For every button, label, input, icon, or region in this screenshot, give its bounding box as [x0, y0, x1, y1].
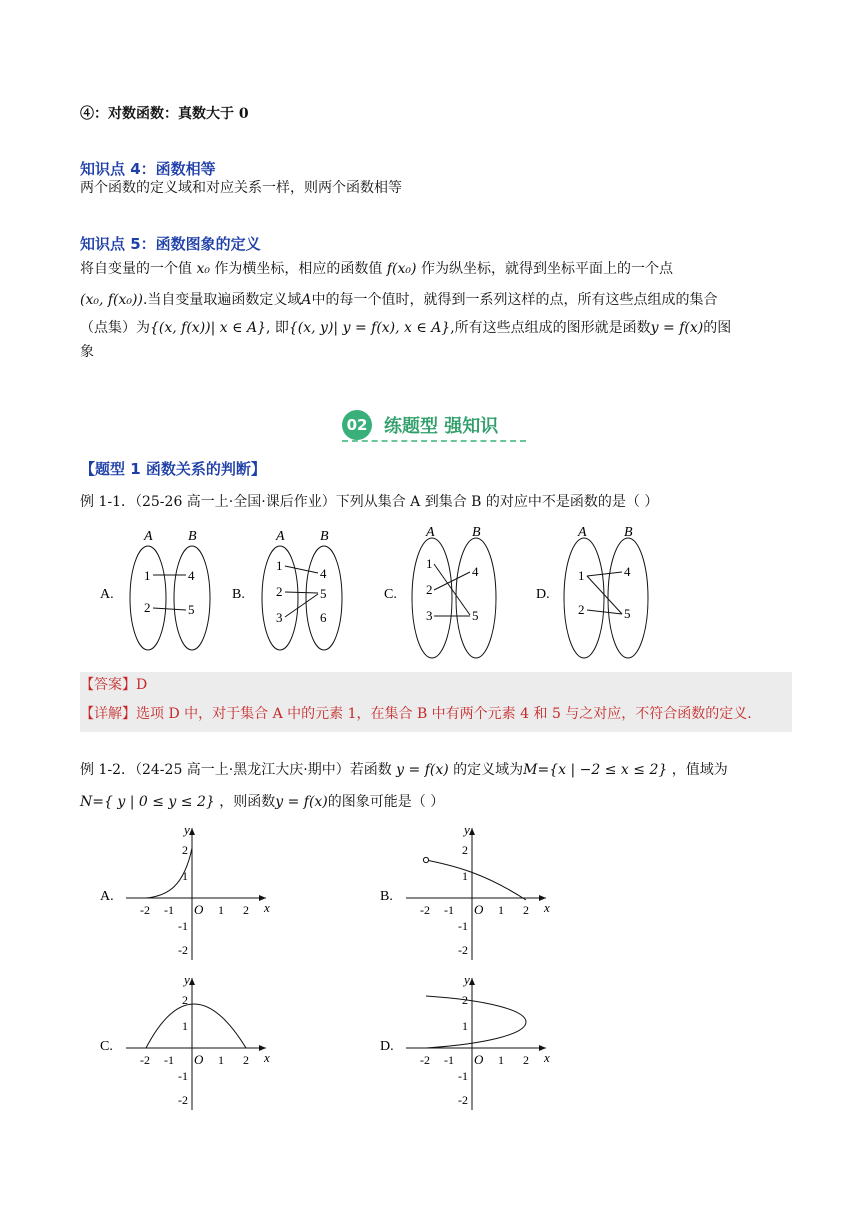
question-text: 的图象可能是（ ）: [327, 794, 445, 810]
kp5-line-2: [80, 290, 718, 310]
item-log-function: ④：对数函数：真数大于 0: [80, 106, 249, 122]
kp5-set-1: {(x, f(x))| x ∈ A}: [150, 320, 266, 336]
knowledge-point-4-body: 两个函数的定义域和对应关系一样，则两个函数相等: [80, 180, 402, 196]
x-axis-label: x: [264, 1050, 270, 1065]
y-tick: 1: [182, 1019, 188, 1033]
kp5-text: 将自变量的一个值: [80, 261, 192, 277]
kp5-fx0: f(x₀): [386, 261, 417, 277]
x-tick: -1: [164, 1053, 174, 1067]
kp5-set-a: A: [301, 292, 312, 308]
detail-text: 选项 D 中，对于集合 A 中的元素 1，在集合 B 中有两个元素 4 和 5 与之对应，不符合函数的定义.: [136, 706, 752, 722]
graph-option-label: B.: [380, 889, 393, 904]
detail-line: [80, 704, 752, 724]
answer-value: D: [136, 677, 148, 693]
option-d-diagram: [536, 525, 648, 658]
arrow-line: [285, 594, 318, 617]
element: 3: [276, 610, 283, 625]
kp5-set-2: {(x, y)| y = f(x), x ∈ A}: [288, 320, 451, 336]
y-tick: 2: [462, 993, 468, 1007]
x-tick: -1: [444, 1053, 454, 1067]
element: 2: [426, 582, 433, 597]
element: 4: [320, 566, 327, 581]
y-axis-label: y: [184, 972, 190, 987]
mapping-options: [96, 520, 796, 670]
option-c-diagram: [384, 525, 496, 658]
element: 5: [188, 602, 195, 617]
element: 4: [188, 568, 195, 583]
element: 1: [144, 568, 151, 583]
set-a-label: A: [144, 529, 153, 544]
graph-option-label: D.: [380, 1039, 394, 1054]
graph-options: [96, 820, 576, 1110]
option-b-label: B.: [232, 587, 245, 602]
kp5-text: 作为横坐标，相应的函数值: [214, 261, 383, 277]
arrow-line: [285, 566, 318, 573]
arrow-line: [587, 610, 622, 614]
section-underline: [342, 440, 526, 442]
graph-curve: [426, 860, 526, 900]
detail-label: 【详解】: [80, 706, 136, 722]
y-tick: -1: [178, 919, 188, 933]
set-b-label: B: [188, 529, 197, 544]
origin-label: O: [194, 902, 204, 917]
graph-curve: [146, 1004, 246, 1048]
element: 2: [276, 584, 283, 599]
element: 5: [624, 606, 631, 621]
answer-label: 【答案】: [80, 677, 136, 693]
example-1-2-question-line-1: [80, 760, 728, 780]
graph-option-b: [380, 822, 550, 960]
set-b-label: B: [472, 525, 481, 540]
element: 2: [578, 602, 585, 617]
graph-option-label: C.: [100, 1039, 113, 1054]
option-c-label: C.: [384, 587, 397, 602]
type-1-title: 【题型 1 函数关系的判断】: [80, 460, 266, 478]
x-tick: 2: [243, 1053, 249, 1067]
answer-line: [80, 675, 147, 695]
set-a-label: A: [578, 525, 587, 540]
element: 2: [144, 600, 151, 615]
y-tick: -2: [178, 943, 188, 957]
x-tick: -2: [420, 903, 430, 917]
element: 6: [320, 610, 327, 625]
x-axis-label: x: [544, 900, 550, 915]
origin-label: O: [474, 902, 484, 917]
y-tick: 2: [462, 843, 468, 857]
x-tick: 1: [498, 903, 504, 917]
element: 5: [472, 608, 479, 623]
x-tick: -2: [420, 1053, 430, 1067]
y-tick: -1: [458, 919, 468, 933]
element: 4: [472, 564, 479, 579]
kp5-line-3: [80, 318, 731, 338]
y-tick: 1: [182, 869, 188, 883]
set-a-ellipse: [130, 546, 166, 650]
kp5-text: 作为纵坐标，就得到坐标平面上的一个点: [420, 261, 673, 277]
answer-box: [80, 672, 792, 732]
arrow-line: [285, 592, 318, 593]
kp5-text: .当自变量取遍函数定义域: [142, 292, 302, 308]
x-axis-label: x: [264, 900, 270, 915]
y-tick: 1: [462, 869, 468, 883]
option-a-diagram: [100, 529, 210, 650]
x-tick: -1: [444, 903, 454, 917]
element: 3: [426, 608, 433, 623]
y-tick: -1: [178, 1069, 188, 1083]
set-a-label: A: [426, 525, 435, 540]
element: 5: [320, 586, 327, 601]
y-axis-label: y: [464, 972, 470, 987]
set-b-label: B: [320, 529, 329, 544]
x-tick: -2: [140, 903, 150, 917]
y-axis-label: y: [464, 822, 470, 837]
arrow-line: [153, 608, 186, 610]
kp5-func: y = f(x): [650, 320, 704, 336]
kp5-text: ,所有这些点组成的图形就是函数: [450, 320, 651, 336]
x-axis-label: x: [544, 1050, 550, 1065]
origin-label: O: [194, 1052, 204, 1067]
element: 1: [426, 556, 433, 571]
question-text: ，则函数: [219, 794, 276, 810]
element: 1: [578, 568, 585, 583]
y-axis-label: y: [184, 822, 190, 837]
kp5-point: (x₀, f(x₀)): [80, 292, 143, 308]
example-1-2-question-line-2: [80, 792, 444, 812]
origin-label: O: [474, 1052, 484, 1067]
open-point: [423, 857, 428, 862]
x-tick: 2: [523, 903, 529, 917]
x-tick: 1: [218, 903, 224, 917]
kp5-text: 的图: [703, 320, 732, 336]
y-tick: -2: [458, 1093, 468, 1107]
element: 4: [624, 564, 631, 579]
y-tick: -2: [178, 1093, 188, 1107]
kp5-line-4: 象: [80, 344, 94, 360]
set-b-ellipse: [456, 538, 496, 658]
y-tick: 1: [462, 1019, 468, 1033]
x-tick: -2: [140, 1053, 150, 1067]
graph-curve: [426, 996, 526, 1048]
y-tick: -1: [458, 1069, 468, 1083]
set-b-ellipse: [608, 538, 648, 658]
set-b-label: B: [624, 525, 633, 540]
question-text: 的定义域为: [453, 762, 524, 778]
x-tick: 1: [218, 1053, 224, 1067]
question-text: ，值域为: [671, 762, 728, 778]
x-tick: 2: [243, 903, 249, 917]
kp5-line-1: [80, 259, 673, 279]
graph-option-c: [100, 972, 270, 1110]
question-func: y = f(x): [275, 794, 328, 810]
x-tick: 2: [523, 1053, 529, 1067]
graph-option-label: A.: [100, 889, 114, 904]
kp5-x0: x₀: [196, 261, 210, 277]
arrow-line: [587, 572, 622, 576]
kp5-text: , 即: [265, 320, 289, 336]
y-tick: 2: [182, 993, 188, 1007]
arrow-line: [587, 576, 622, 614]
option-a-label: A.: [100, 587, 114, 602]
option-b-diagram: [232, 529, 342, 650]
question-func: y = f(x): [396, 762, 449, 778]
knowledge-point-4-title: 知识点 4：函数相等: [80, 160, 216, 178]
graph-option-a: [100, 822, 270, 960]
y-tick: 2: [182, 843, 188, 857]
question-text: 例 1-2．（24-25 高一上·黑龙江大庆·期中）若函数: [80, 762, 392, 778]
x-tick: 1: [498, 1053, 504, 1067]
element: 1: [276, 558, 283, 573]
graph-option-d: [380, 972, 550, 1110]
example-1-1-question: 例 1-1．（25-26 高一上·全国·课后作业）下列从集合 A 到集合 B 的对应中不是函数的是（ ）: [80, 494, 659, 510]
kp5-text: （点集）为: [80, 320, 150, 336]
option-d-label: D.: [536, 587, 550, 602]
knowledge-point-5-title: 知识点 5：函数图象的定义: [80, 235, 261, 253]
question-domain: M={x | −2 ≤ x ≤ 2}: [523, 762, 668, 778]
y-tick: -2: [458, 943, 468, 957]
x-tick: -1: [164, 903, 174, 917]
set-a-label: A: [276, 529, 285, 544]
question-range: N={ y | 0 ≤ y ≤ 2}: [80, 794, 215, 810]
section-title: 练题型 强知识: [384, 416, 499, 437]
set-a-ellipse: [564, 538, 604, 658]
set-b-ellipse: [174, 546, 210, 650]
section-badge: 02: [342, 410, 372, 440]
kp5-text: 中的每一个值时，就得到一系列这样的点，所有这些点组成的集合: [311, 292, 718, 308]
